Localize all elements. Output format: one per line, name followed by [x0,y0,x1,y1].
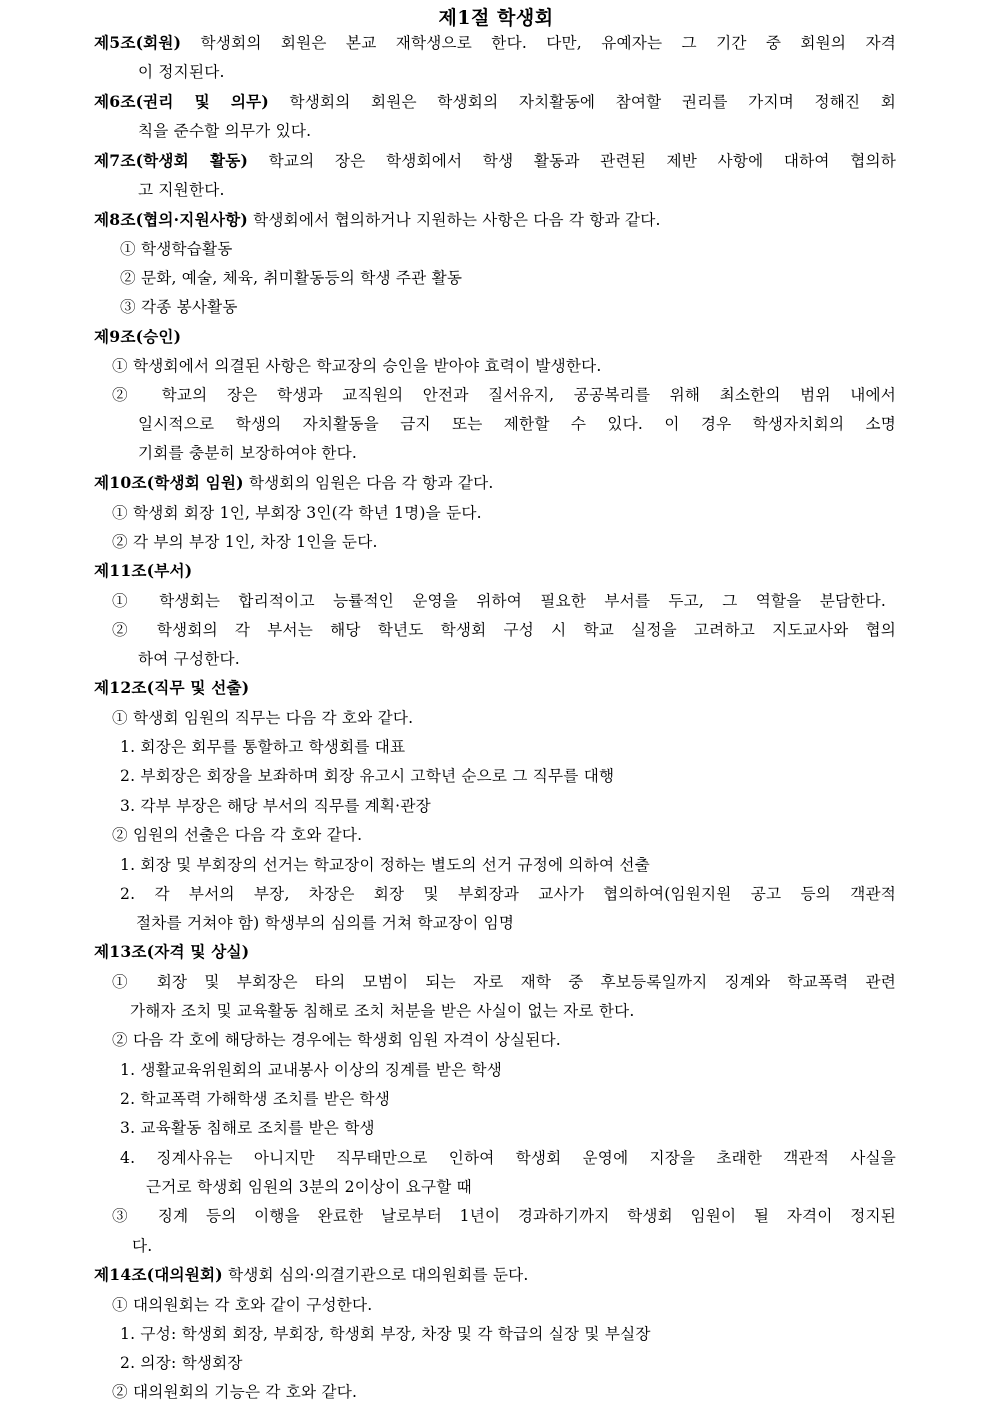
list-item: 3. 각부 부장은 해당 부서의 직무를 계획·관장 [120,797,431,815]
article-10 [94,473,494,493]
article-6 [94,92,896,112]
list-item: 1. 생활교육위원회의 교내봉사 이상의 징계를 받은 학생 [120,1061,503,1079]
article-heading: 제7조(학생회 활동) [94,151,249,170]
list-item: 2. 각 부서의 부장, 차장은 회장 및 부회장과 교사가 협의하여(임원지원 공고 등의 객관적 [120,885,896,903]
paragraph: ① 학생회 회장 1인, 부회장 3인(각 학년 1명)을 둔다. [112,504,482,522]
list-item: ③ 각종 봉사활동 [120,298,238,316]
article-text: 학생회의 회원은 학생회의 자치활동에 참여할 권리를 가지며 정해진 회 [289,93,896,111]
paragraph: ② 각 부의 부장 1인, 차장 1인을 둔다. [112,533,378,551]
list-item: 1. 구성: 학생회 회장, 부회장, 학생회 부장, 차장 및 각 학급의 실장 및 부실장 [120,1325,651,1343]
paragraph: ① 학생회에서 의결된 사항은 학교장의 승인을 받아야 효력이 발생한다. [112,357,602,375]
paragraph-cont: 다. [132,1237,153,1255]
article-heading: 제13조(자격 및 상실) [94,942,250,961]
paragraph-cont: 가해자 조치 및 교육활동 침해로 조치 처분을 받은 사실이 없는 자로 한다. [130,1002,635,1020]
paragraph: ② 대의원회의 기능은 각 호와 같다. [112,1383,358,1401]
article-heading: 제8조(협의·지원사항) [94,210,248,229]
paragraph-cont: 기회를 충분히 보장하여야 한다. [138,444,358,462]
list-item: ① 학생학습활동 [120,240,233,258]
paragraph-cont: 하여 구성한다. [138,650,240,668]
paragraph: ③ 징계 등의 이행을 완료한 날로부터 1년이 경과하기까지 학생회 임원이 될 자격이 정지된 [112,1207,896,1225]
list-item: 4. 징계사유는 아니지만 직무태만으로 인하여 학생회 운영에 지장을 초래한 객관적 사실을 [120,1149,896,1167]
article-5 [94,33,896,53]
list-item-cont: 절차를 거쳐야 함) 학생부의 심의를 거쳐 학교장이 임명 [136,914,515,932]
article-text: 이 정지된다. [138,63,225,81]
list-item: ② 문화, 예술, 체육, 취미활동등의 학생 주관 활동 [120,269,463,287]
article-text: 학생회의 임원은 다음 각 항과 같다. [248,474,494,492]
article-8 [94,210,661,230]
article-heading: 제14조(대의원회) [94,1265,223,1284]
article-text: 칙을 준수할 의무가 있다. [138,122,312,140]
article-heading: 제9조(승인) [94,327,182,346]
paragraph: ② 학생회의 각 부서는 해당 학년도 학생회 구성 시 학교 실정을 고려하고 지도교사와 협의 [112,621,896,639]
article-text: 학교의 장은 학생회에서 학생 활동과 관련된 제반 사항에 대하여 협의하 [268,152,896,170]
paragraph: ① 학생회는 합리적이고 능률적인 운영을 위하여 필요한 부서를 두고, 그 역할을 분담한다. [112,592,886,610]
paragraph: ① 학생회 임원의 직무는 다음 각 호와 같다. [112,709,414,727]
list-item: 1. 회장 및 부회장의 선거는 학교장이 정하는 별도의 선거 규정에 의하여 선출 [120,856,650,874]
paragraph: ② 학교의 장은 학생과 교직원의 안전과 질서유지, 공공복리를 위해 최소한의 범위 내에서 [112,386,896,404]
list-item: 1. 회장은 회무를 통할하고 학생회를 대표 [120,738,406,756]
article-heading: 제6조(권리 및 의무) [94,92,269,111]
paragraph: ① 대의원회는 각 호와 같이 구성한다. [112,1296,373,1314]
list-item: 2. 부회장은 회장을 보좌하며 회장 유고시 고학년 순으로 그 직무를 대행 [120,767,615,785]
article-heading: 제11조(부서) [94,561,193,580]
paragraph: ① 회장 및 부회장은 타의 모범이 되는 자로 재학 중 후보등록일까지 징계와 학교폭력 관련 [112,973,896,991]
article-heading: 제5조(회원) [94,33,182,52]
article-text: 고 지원한다. [138,181,225,199]
paragraph-cont: 일시적으로 학생의 자치활동을 금지 또는 제한할 수 있다. 이 경우 학생자치회의 소명 [138,415,896,433]
paragraph: ② 다음 각 호에 해당하는 경우에는 학생회 임원 자격이 상실된다. [112,1031,561,1049]
list-item: 2. 의장: 학생회장 [120,1354,243,1372]
list-item: 2. 학교폭력 가해학생 조치를 받은 학생 [120,1090,391,1108]
list-item-cont: 근거로 학생회 임원의 3분의 2이상이 요구할 때 [146,1178,472,1196]
article-text: 학생회에서 협의하거나 지원하는 사항은 다음 각 항과 같다. [253,211,661,229]
section-title: 제1절 학생회 [438,7,554,29]
article-heading: 제12조(직무 및 선출) [94,678,250,697]
article-14 [94,1265,529,1285]
article-heading: 제10조(학생회 임원) [94,473,244,492]
article-7 [94,151,896,171]
article-text: 학생회의 회원은 본교 재학생으로 한다. 다만, 유예자는 그 기간 중 회원의 자격 [200,34,896,52]
article-text: 학생회 심의·의결기관으로 대의원회를 둔다. [228,1266,529,1284]
list-item: 3. 교육활동 침해로 조치를 받은 학생 [120,1119,375,1137]
paragraph: ② 임원의 선출은 다음 각 호와 같다. [112,826,363,844]
